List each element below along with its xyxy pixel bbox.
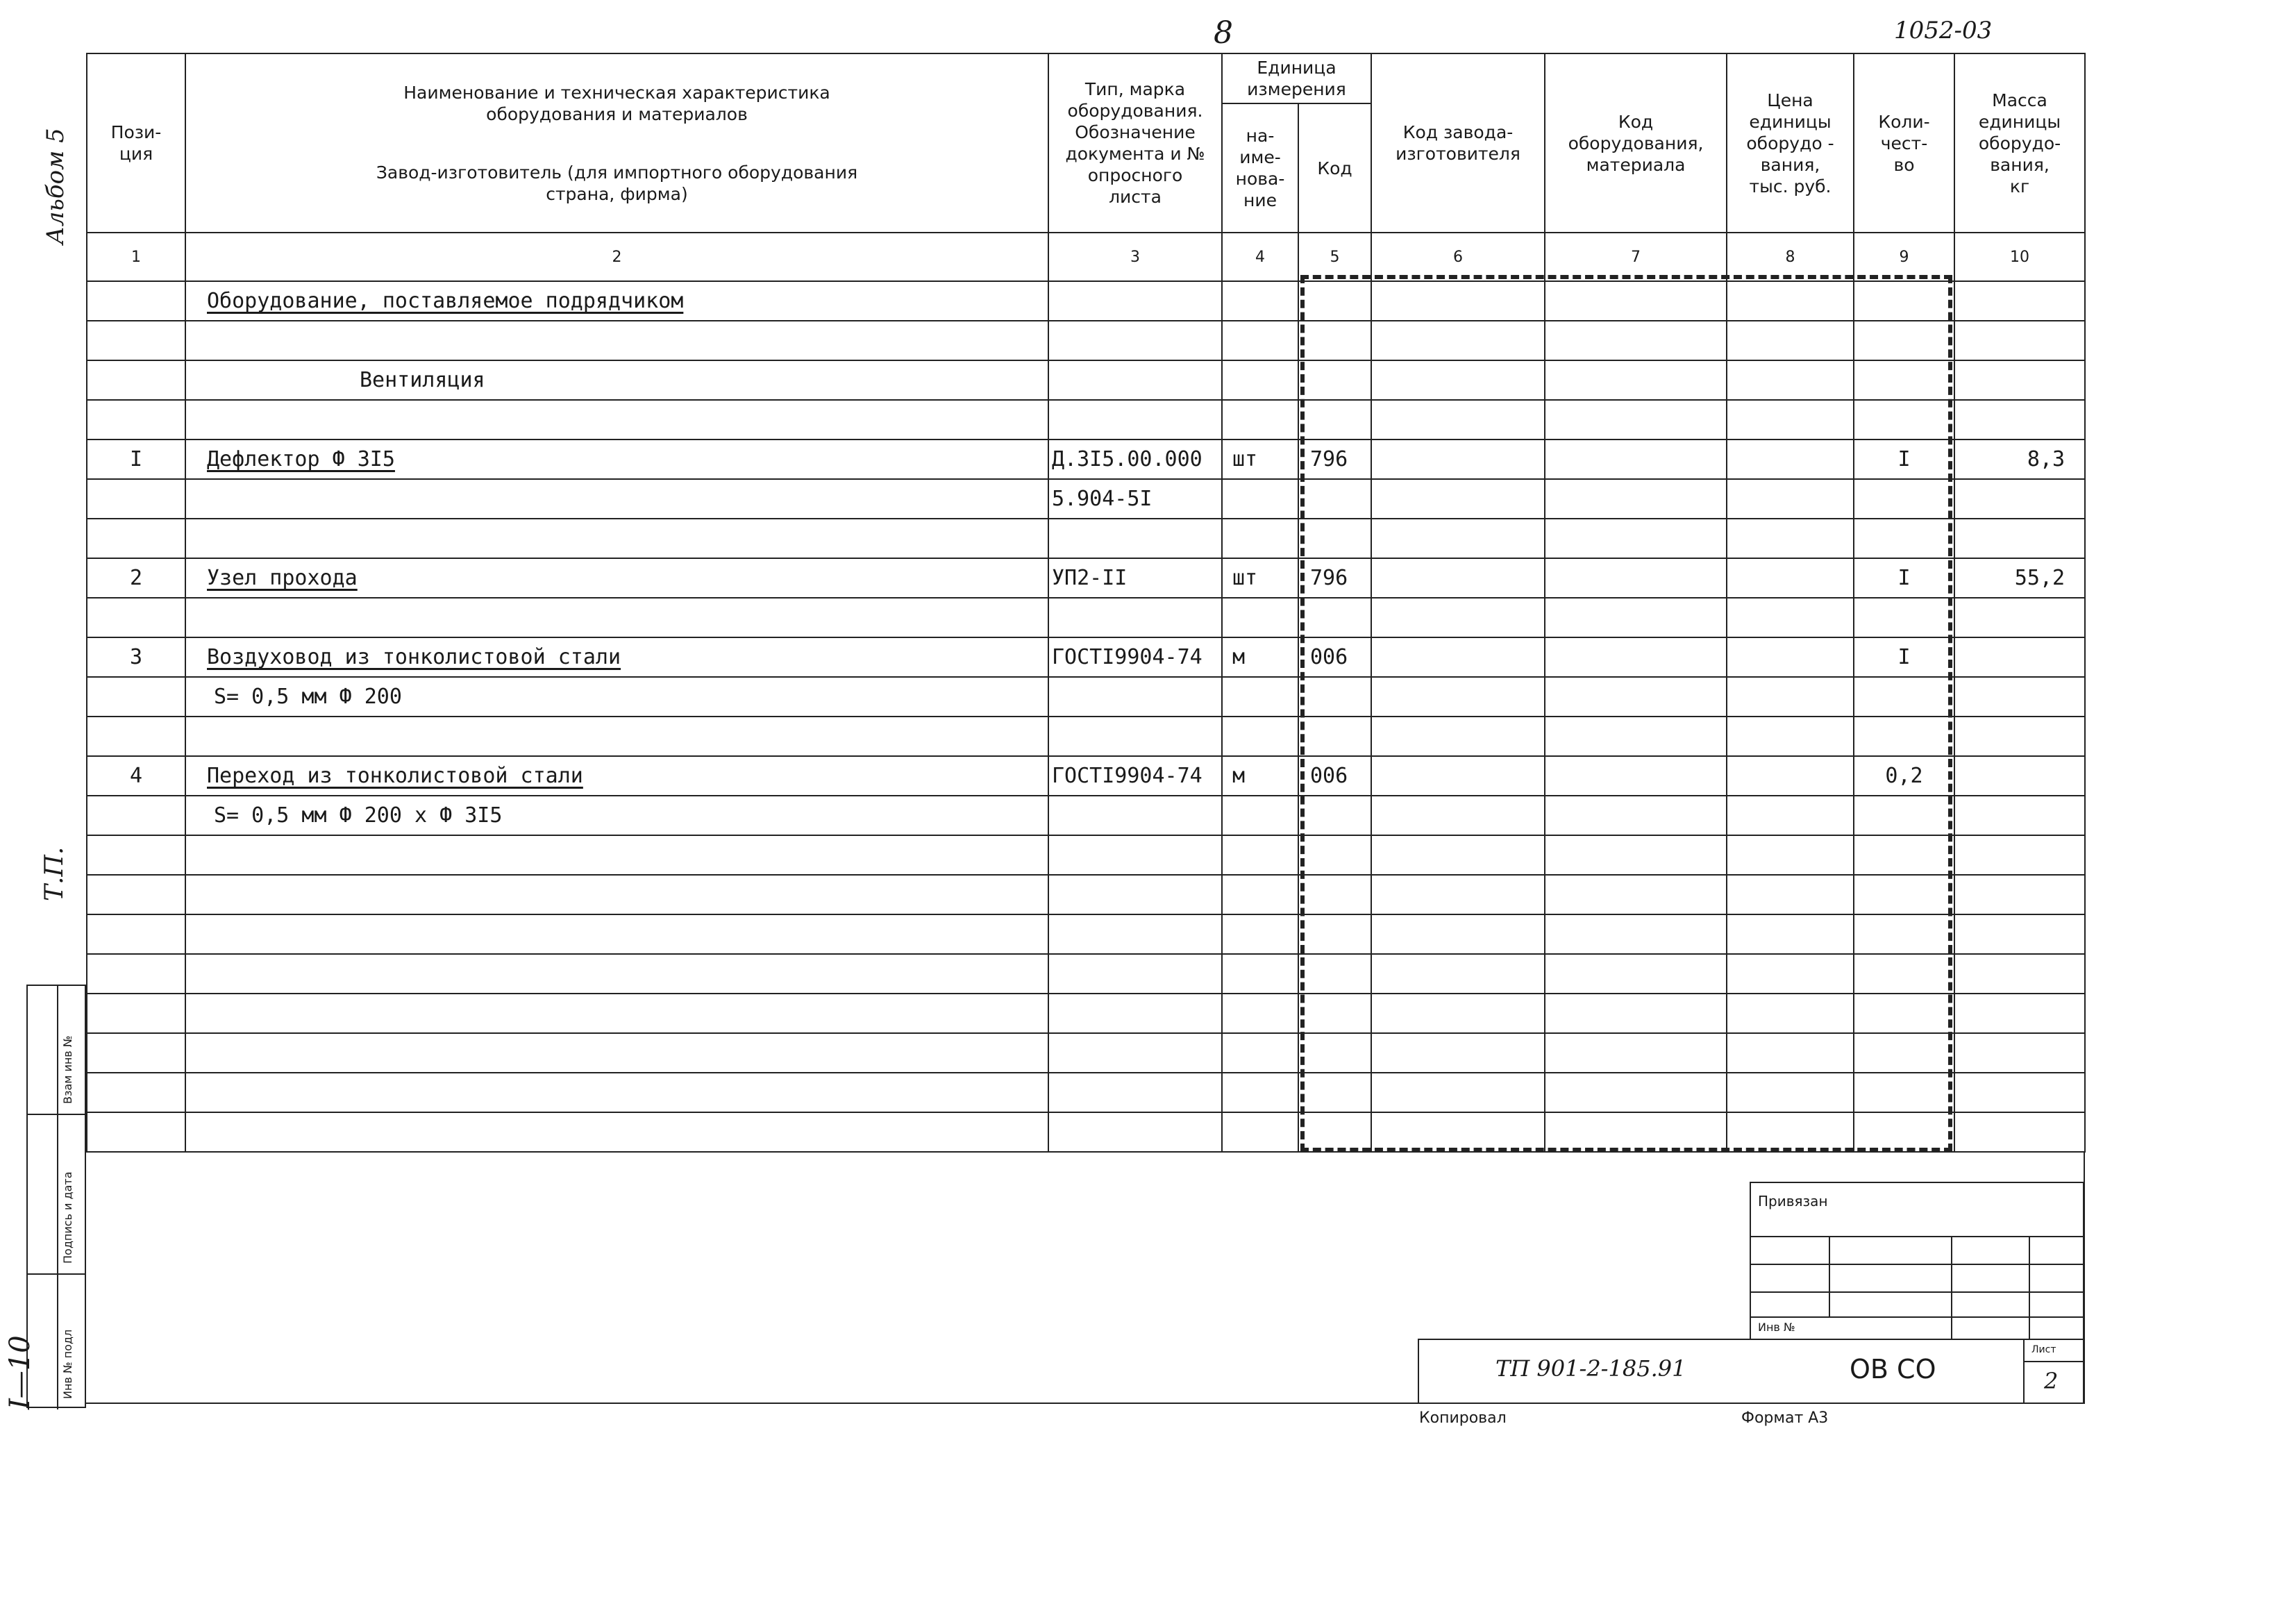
name-cell: Вентиляция bbox=[185, 360, 1048, 400]
factory-code-cell bbox=[1371, 637, 1545, 677]
name-cell bbox=[185, 637, 1048, 677]
column-number: 6 bbox=[1371, 233, 1545, 281]
unit-cell bbox=[1222, 954, 1298, 994]
equipment-code-cell bbox=[1545, 519, 1727, 558]
price-cell bbox=[1727, 360, 1854, 400]
type-cell bbox=[1048, 1112, 1222, 1152]
code-cell bbox=[1298, 321, 1371, 360]
table-row bbox=[87, 914, 2085, 954]
equipment-code-cell bbox=[1545, 479, 1727, 519]
position-cell bbox=[87, 677, 185, 717]
mass-cell bbox=[1954, 1073, 2085, 1112]
code-cell bbox=[1298, 954, 1371, 994]
table-row bbox=[87, 875, 2085, 914]
mass-cell bbox=[1954, 717, 2085, 756]
table-row bbox=[87, 1073, 2085, 1112]
name-cell bbox=[185, 281, 1048, 321]
inv-label: Инв № bbox=[1758, 1321, 1795, 1334]
doc-designation: ТП 901-2-185.91 bbox=[1495, 1355, 1686, 1382]
position-cell bbox=[87, 479, 185, 519]
name-cell bbox=[185, 994, 1048, 1033]
position-cell bbox=[87, 994, 185, 1033]
factory-code-cell bbox=[1371, 1073, 1545, 1112]
mass-cell bbox=[1954, 756, 2085, 796]
document-code: 1052-03 bbox=[1894, 17, 1993, 44]
code-cell bbox=[1298, 400, 1371, 440]
unit-cell bbox=[1222, 281, 1298, 321]
equipment-code-cell bbox=[1545, 756, 1727, 796]
price-cell bbox=[1727, 954, 1854, 994]
name-cell bbox=[185, 598, 1048, 637]
code-cell: 796 bbox=[1298, 558, 1371, 598]
position-cell bbox=[87, 598, 185, 637]
mass-cell bbox=[1954, 519, 2085, 558]
code-cell: 796 bbox=[1298, 440, 1371, 479]
price-cell bbox=[1727, 558, 1854, 598]
name-text: Переход из тонколистовой стали bbox=[207, 764, 583, 788]
equipment-code-cell bbox=[1545, 558, 1727, 598]
factory-code-cell bbox=[1371, 1112, 1545, 1152]
factory-code-cell bbox=[1371, 598, 1545, 637]
quantity-cell bbox=[1854, 598, 1954, 637]
type-cell bbox=[1048, 796, 1222, 835]
name-cell bbox=[185, 1073, 1048, 1112]
margin-field-3: Инв № подл bbox=[61, 1329, 74, 1399]
code-cell bbox=[1298, 994, 1371, 1033]
quantity-cell bbox=[1854, 479, 1954, 519]
factory-code-cell bbox=[1371, 677, 1545, 717]
name-cell bbox=[185, 1112, 1048, 1152]
mass-cell bbox=[1954, 598, 2085, 637]
code-cell bbox=[1298, 1073, 1371, 1112]
unit-cell bbox=[1222, 479, 1298, 519]
quantity-cell bbox=[1854, 835, 1954, 875]
sheet-label: Лист bbox=[2031, 1344, 2056, 1355]
column-numbers-row bbox=[87, 233, 2085, 281]
name-cell bbox=[185, 954, 1048, 994]
column-number: 3 bbox=[1048, 233, 1222, 281]
header-price: Цена единицы оборудо - вания, тыс. руб. bbox=[1727, 53, 1854, 233]
price-cell bbox=[1727, 796, 1854, 835]
table-row bbox=[87, 1112, 2085, 1152]
factory-code-cell bbox=[1371, 1033, 1545, 1073]
equipment-code-cell bbox=[1545, 994, 1727, 1033]
factory-code-cell bbox=[1371, 281, 1545, 321]
unit-cell bbox=[1222, 914, 1298, 954]
quantity-cell bbox=[1854, 954, 1954, 994]
equipment-code-cell bbox=[1545, 321, 1727, 360]
margin-field-2: Подпись и дата bbox=[61, 1171, 74, 1264]
factory-code-cell bbox=[1371, 875, 1545, 914]
mass-cell: 8,3 bbox=[1954, 440, 2085, 479]
price-cell bbox=[1727, 281, 1854, 321]
type-cell bbox=[1048, 519, 1222, 558]
header-unit-group: Единица измерения bbox=[1222, 53, 1371, 103]
type-cell bbox=[1048, 914, 1222, 954]
unit-cell bbox=[1222, 400, 1298, 440]
specification-table bbox=[86, 53, 2086, 1153]
mass-cell bbox=[1954, 914, 2085, 954]
equipment-code-cell bbox=[1545, 677, 1727, 717]
position-cell bbox=[87, 519, 185, 558]
mass-cell bbox=[1954, 321, 2085, 360]
quantity-cell: I bbox=[1854, 637, 1954, 677]
unit-cell bbox=[1222, 1112, 1298, 1152]
price-cell bbox=[1727, 717, 1854, 756]
unit-cell bbox=[1222, 717, 1298, 756]
type-cell bbox=[1048, 717, 1222, 756]
table-row bbox=[87, 519, 2085, 558]
price-cell bbox=[1727, 519, 1854, 558]
equipment-code-cell bbox=[1545, 1073, 1727, 1112]
name-cell bbox=[185, 558, 1048, 598]
name-text: Узел прохода bbox=[207, 566, 358, 590]
mass-cell bbox=[1954, 677, 2085, 717]
title-block-main bbox=[1418, 1339, 2084, 1403]
table-row bbox=[87, 440, 2085, 479]
table-row bbox=[87, 1033, 2085, 1073]
position-cell: 4 bbox=[87, 756, 185, 796]
factory-code-cell bbox=[1371, 519, 1545, 558]
equipment-code-cell bbox=[1545, 598, 1727, 637]
table-row bbox=[87, 321, 2085, 360]
price-cell bbox=[1727, 756, 1854, 796]
type-cell bbox=[1048, 835, 1222, 875]
price-cell bbox=[1727, 677, 1854, 717]
unit-cell bbox=[1222, 598, 1298, 637]
name-cell bbox=[185, 875, 1048, 914]
price-cell bbox=[1727, 1073, 1854, 1112]
frame-line bbox=[86, 1403, 2084, 1404]
copied-label: Копировал bbox=[1419, 1409, 1507, 1427]
type-cell bbox=[1048, 281, 1222, 321]
code-cell bbox=[1298, 875, 1371, 914]
price-cell bbox=[1727, 637, 1854, 677]
code-cell bbox=[1298, 796, 1371, 835]
album-label: Альбом 5 bbox=[42, 128, 69, 244]
equipment-code-cell bbox=[1545, 954, 1727, 994]
type-cell bbox=[1048, 1073, 1222, 1112]
name-cell bbox=[185, 1033, 1048, 1073]
unit-cell bbox=[1222, 875, 1298, 914]
quantity-cell: I bbox=[1854, 558, 1954, 598]
quantity-cell bbox=[1854, 914, 1954, 954]
factory-code-cell bbox=[1371, 914, 1545, 954]
table-row bbox=[87, 677, 2085, 717]
position-cell: 3 bbox=[87, 637, 185, 677]
code-cell: 006 bbox=[1298, 637, 1371, 677]
type-cell: УП2-II bbox=[1048, 558, 1222, 598]
table-row bbox=[87, 637, 2085, 677]
position-cell bbox=[87, 360, 185, 400]
column-number: 1 bbox=[87, 233, 185, 281]
quantity-cell bbox=[1854, 519, 1954, 558]
quantity-cell: I bbox=[1854, 440, 1954, 479]
factory-code-cell bbox=[1371, 321, 1545, 360]
name-text: Дефлектор Ф 3I5 bbox=[207, 447, 395, 471]
equipment-code-cell bbox=[1545, 1112, 1727, 1152]
unit-cell bbox=[1222, 994, 1298, 1033]
quantity-cell bbox=[1854, 717, 1954, 756]
code-cell bbox=[1298, 677, 1371, 717]
position-cell: I bbox=[87, 440, 185, 479]
unit-cell: м bbox=[1222, 756, 1298, 796]
unit-cell bbox=[1222, 519, 1298, 558]
tp-label: Т.П. bbox=[40, 846, 69, 901]
unit-cell bbox=[1222, 1033, 1298, 1073]
price-cell bbox=[1727, 1033, 1854, 1073]
factory-code-cell bbox=[1371, 479, 1545, 519]
code-cell bbox=[1298, 1112, 1371, 1152]
sheet-number: 2 bbox=[2044, 1368, 2059, 1394]
format-label: Формат А3 bbox=[1741, 1409, 1829, 1427]
column-number: 10 bbox=[1954, 233, 2085, 281]
unit-cell bbox=[1222, 321, 1298, 360]
code-cell bbox=[1298, 598, 1371, 637]
unit-cell: шт bbox=[1222, 558, 1298, 598]
factory-code-cell bbox=[1371, 558, 1545, 598]
mass-cell bbox=[1954, 954, 2085, 994]
unit-cell bbox=[1222, 677, 1298, 717]
equipment-code-cell bbox=[1545, 875, 1727, 914]
quantity-cell bbox=[1854, 281, 1954, 321]
position-cell bbox=[87, 796, 185, 835]
code-cell bbox=[1298, 914, 1371, 954]
code-cell bbox=[1298, 519, 1371, 558]
price-cell bbox=[1727, 598, 1854, 637]
name-text: Оборудование, поставляемое подрядчиком bbox=[207, 289, 684, 313]
name-cell bbox=[185, 756, 1048, 796]
code-cell bbox=[1298, 835, 1371, 875]
table-row bbox=[87, 717, 2085, 756]
equipment-code-cell bbox=[1545, 796, 1727, 835]
name-cell bbox=[185, 914, 1048, 954]
price-cell bbox=[1727, 321, 1854, 360]
quantity-cell bbox=[1854, 994, 1954, 1033]
quantity-cell bbox=[1854, 360, 1954, 400]
quantity-cell bbox=[1854, 1112, 1954, 1152]
factory-code-cell bbox=[1371, 717, 1545, 756]
column-number: 8 bbox=[1727, 233, 1854, 281]
type-cell: ГОСТI9904-74 bbox=[1048, 637, 1222, 677]
position-cell bbox=[87, 321, 185, 360]
title-block-bound bbox=[1750, 1182, 2084, 1340]
mass-cell bbox=[1954, 796, 2085, 835]
header-position: Пози- ция bbox=[87, 53, 185, 233]
quantity-cell bbox=[1854, 1073, 1954, 1112]
equipment-code-cell bbox=[1545, 914, 1727, 954]
mass-cell bbox=[1954, 875, 2085, 914]
margin-field-1: Взам инв № bbox=[61, 1035, 74, 1104]
table-row bbox=[87, 479, 2085, 519]
equipment-code-cell bbox=[1545, 1033, 1727, 1073]
equipment-code-cell bbox=[1545, 360, 1727, 400]
column-number: 9 bbox=[1854, 233, 1954, 281]
column-number: 5 bbox=[1298, 233, 1371, 281]
name-cell bbox=[185, 479, 1048, 519]
mass-cell bbox=[1954, 835, 2085, 875]
position-cell: 2 bbox=[87, 558, 185, 598]
unit-cell: м bbox=[1222, 637, 1298, 677]
code-cell bbox=[1298, 360, 1371, 400]
equipment-code-cell bbox=[1545, 400, 1727, 440]
column-number: 4 bbox=[1222, 233, 1298, 281]
quantity-cell bbox=[1854, 875, 1954, 914]
type-cell bbox=[1048, 994, 1222, 1033]
price-cell bbox=[1727, 994, 1854, 1033]
code-cell: 006 bbox=[1298, 756, 1371, 796]
mass-cell bbox=[1954, 360, 2085, 400]
equipment-code-cell bbox=[1545, 281, 1727, 321]
header-unit-name: на- име- нова- ние bbox=[1222, 103, 1298, 233]
type-cell bbox=[1048, 875, 1222, 914]
mass-cell bbox=[1954, 281, 2085, 321]
table-row bbox=[87, 756, 2085, 796]
code-cell bbox=[1298, 281, 1371, 321]
mass-cell bbox=[1954, 1033, 2085, 1073]
table-row bbox=[87, 281, 2085, 321]
table-row bbox=[87, 835, 2085, 875]
code-cell bbox=[1298, 479, 1371, 519]
factory-code-cell bbox=[1371, 954, 1545, 994]
doc-mark: ОВ СО bbox=[1850, 1354, 1936, 1384]
position-cell bbox=[87, 954, 185, 994]
position-cell bbox=[87, 875, 185, 914]
factory-code-cell bbox=[1371, 835, 1545, 875]
table-row bbox=[87, 796, 2085, 835]
header-name-line2: Завод-изготовитель (для импортного оборудования страна, фирма) bbox=[376, 162, 858, 204]
quantity-cell bbox=[1854, 321, 1954, 360]
unit-cell: шт bbox=[1222, 440, 1298, 479]
header-name bbox=[185, 53, 1048, 233]
mass-cell: 55,2 bbox=[1954, 558, 2085, 598]
type-cell: 5.904-5I bbox=[1048, 479, 1222, 519]
page-number: 8 bbox=[1214, 15, 1233, 51]
factory-code-cell bbox=[1371, 440, 1545, 479]
price-cell bbox=[1727, 1112, 1854, 1152]
quantity-cell bbox=[1854, 796, 1954, 835]
equipment-code-cell bbox=[1545, 835, 1727, 875]
position-cell bbox=[87, 281, 185, 321]
price-cell bbox=[1727, 400, 1854, 440]
price-cell bbox=[1727, 835, 1854, 875]
type-cell bbox=[1048, 677, 1222, 717]
position-cell bbox=[87, 1073, 185, 1112]
table-row bbox=[87, 360, 2085, 400]
name-cell bbox=[185, 400, 1048, 440]
table-row bbox=[87, 558, 2085, 598]
header-type: Тип, марка оборудования. Обозначение документа и № опросного листа bbox=[1048, 53, 1222, 233]
name-cell bbox=[185, 321, 1048, 360]
margin-number: I—10 bbox=[4, 1335, 36, 1409]
type-cell bbox=[1048, 400, 1222, 440]
equipment-code-cell bbox=[1545, 637, 1727, 677]
factory-code-cell bbox=[1371, 994, 1545, 1033]
factory-code-cell bbox=[1371, 400, 1545, 440]
unit-cell bbox=[1222, 835, 1298, 875]
header-equipment-code: Код оборудования, материала bbox=[1545, 53, 1727, 233]
table-row bbox=[87, 400, 2085, 440]
header-factory-code: Код завода- изготовителя bbox=[1371, 53, 1545, 233]
position-cell bbox=[87, 1112, 185, 1152]
type-cell bbox=[1048, 954, 1222, 994]
unit-cell bbox=[1222, 796, 1298, 835]
name-text: Воздуховод из тонколистовой стали bbox=[207, 645, 621, 669]
name-cell bbox=[185, 835, 1048, 875]
quantity-cell bbox=[1854, 1033, 1954, 1073]
position-cell bbox=[87, 400, 185, 440]
quantity-cell: 0,2 bbox=[1854, 756, 1954, 796]
mass-cell bbox=[1954, 994, 2085, 1033]
type-cell: ГОСТI9904-74 bbox=[1048, 756, 1222, 796]
price-cell bbox=[1727, 914, 1854, 954]
name-cell bbox=[185, 519, 1048, 558]
name-cell bbox=[185, 440, 1048, 479]
factory-code-cell bbox=[1371, 796, 1545, 835]
type-cell bbox=[1048, 360, 1222, 400]
equipment-code-cell bbox=[1545, 440, 1727, 479]
code-cell bbox=[1298, 717, 1371, 756]
price-cell bbox=[1727, 440, 1854, 479]
type-cell bbox=[1048, 1033, 1222, 1073]
position-cell bbox=[87, 717, 185, 756]
header-quantity: Коли- чест- во bbox=[1854, 53, 1954, 233]
table-row bbox=[87, 994, 2085, 1033]
price-cell bbox=[1727, 875, 1854, 914]
table-row bbox=[87, 954, 2085, 994]
type-cell: Д.3I5.00.000 bbox=[1048, 440, 1222, 479]
code-cell bbox=[1298, 1033, 1371, 1073]
column-number: 7 bbox=[1545, 233, 1727, 281]
unit-cell bbox=[1222, 1073, 1298, 1112]
position-cell bbox=[87, 1033, 185, 1073]
factory-code-cell bbox=[1371, 360, 1545, 400]
header-mass: Масса единицы оборудо- вания, кг bbox=[1954, 53, 2085, 233]
quantity-cell bbox=[1854, 677, 1954, 717]
price-cell bbox=[1727, 479, 1854, 519]
name-cell: S= 0,5 мм Ф 200 x Ф 3I5 bbox=[185, 796, 1048, 835]
header-unit-code: Код bbox=[1298, 103, 1371, 233]
mass-cell bbox=[1954, 637, 2085, 677]
name-cell: S= 0,5 мм Ф 200 bbox=[185, 677, 1048, 717]
equipment-code-cell bbox=[1545, 717, 1727, 756]
factory-code-cell bbox=[1371, 756, 1545, 796]
mass-cell bbox=[1954, 400, 2085, 440]
type-cell bbox=[1048, 321, 1222, 360]
name-cell bbox=[185, 717, 1048, 756]
position-cell bbox=[87, 914, 185, 954]
mass-cell bbox=[1954, 1112, 2085, 1152]
header-name-line1: Наименование и техническая характеристика оборудования и материалов bbox=[403, 82, 830, 124]
unit-cell bbox=[1222, 360, 1298, 400]
quantity-cell bbox=[1854, 400, 1954, 440]
column-number: 2 bbox=[185, 233, 1048, 281]
bound-label: Привязан bbox=[1758, 1193, 1828, 1209]
position-cell bbox=[87, 835, 185, 875]
table-row bbox=[87, 598, 2085, 637]
type-cell bbox=[1048, 598, 1222, 637]
mass-cell bbox=[1954, 479, 2085, 519]
